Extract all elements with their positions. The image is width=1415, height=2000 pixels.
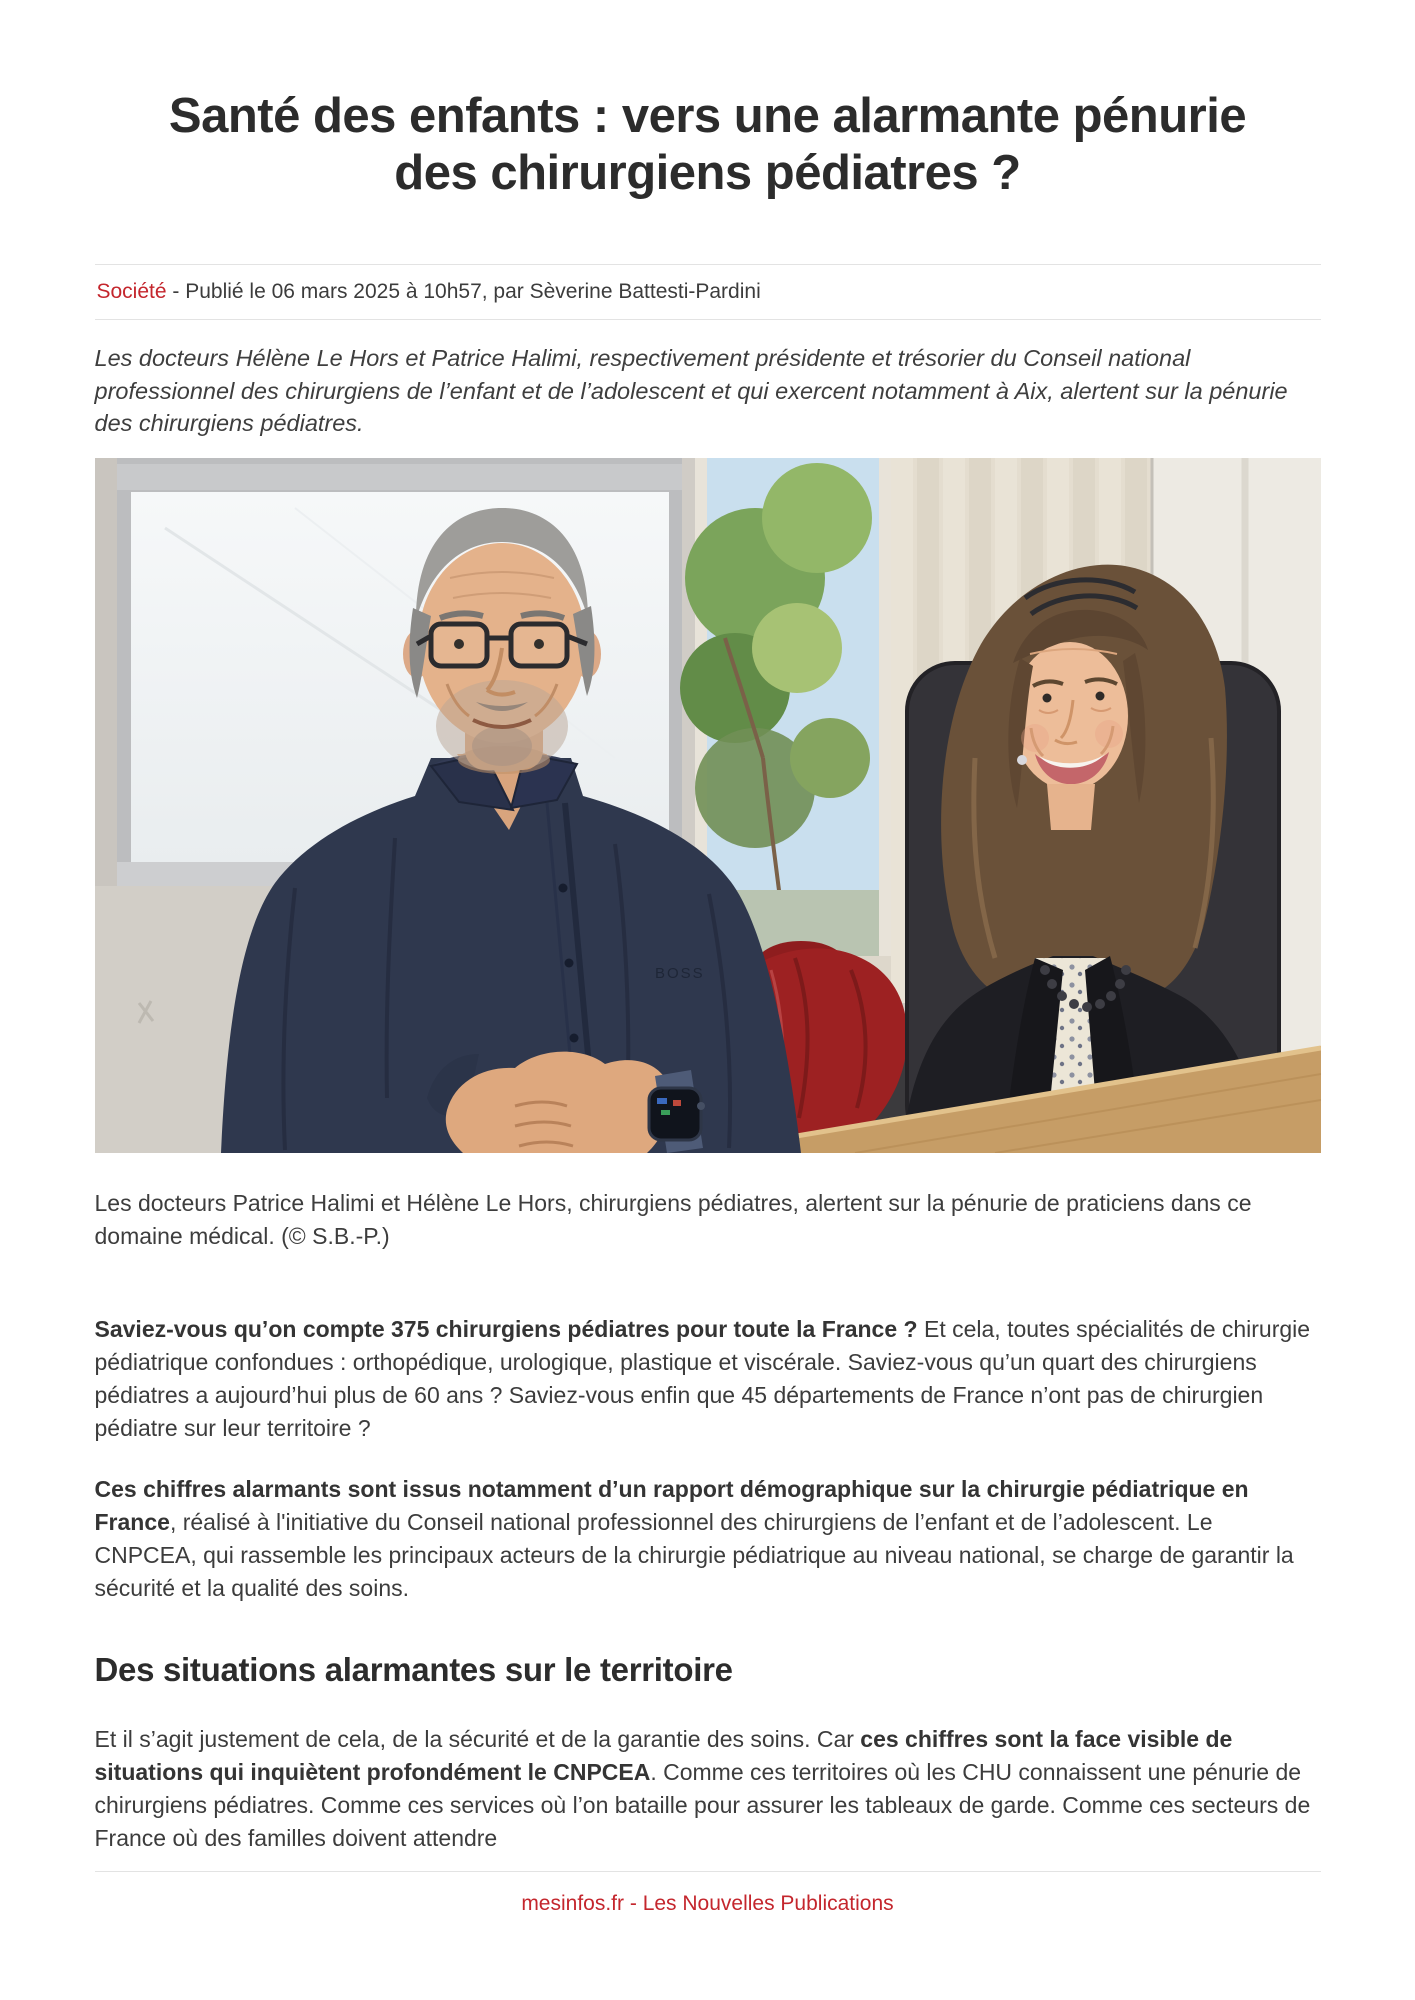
paragraph-2 [95,1473,1321,1605]
photo-caption: Les docteurs Patrice Halimi et Hélène Le Hors, chirurgiens pédiatres, alertent sur la pénurie de praticiens dans ce domaine médical. (© S.B.-P.) [94,1190,1252,1250]
paragraph-3 [95,1723,1321,1855]
section-heading: Des situations alarmantes sur le territoire [94,1650,733,1688]
footer-separator: - [624,1892,643,1916]
footer-publication: Les Nouvelles Publications [642,1892,894,1916]
photo-illustration [95,458,1321,1153]
footer-site-link[interactable]: mesinfos.fr [521,1892,625,1916]
page-title: Santé des enfants : vers une alarmante pénurie des chirurgiens pédiatres ? [168,89,1247,200]
article-lede: Les docteurs Hélène Le Hors et Patrice Halimi, respectivement présidente et trésorier du Conseil national professionnel des chirurgiens de l’enfant et de l’adolescent et qui exercent notamment à Aix, alertent sur la pénurie des chirurgiens pédiatres. [94,344,1288,437]
paragraph-1-text: Et cela, toutes spécialités de chirurgie pédiatrique confondues : orthopédique, urologique, plastique et viscérale. Saviez-vous qu’un quart des chirurgiens pédiatres a aujourd’hui plus de 60 ans ? Saviez-vous enfin que 45 départements de France n’ont pas de chirurgien pédiatre sur leur territoire ? [94,1316,1311,1442]
paragraph-2-text: , réalisé à l'initiative du Conseil national professionnel des chirurgiens de l’enfant et de l’adolescent. Le CNPCEA, qui rassemble les principaux acteurs de la chirurgie pédiatrique au niveau national, se charge de garantir la sécurité et la qualité des soins. [94,1508,1294,1601]
page-footer [95,1871,1321,1916]
publish-info: Publié le 06 mars 2025 à 10h57, par Sèverine Battesti-Pardini [185,279,761,303]
article-meta-bar [95,264,1321,320]
paragraph-3-pre: Et il s’agit justement de cela, de la sécurité et de la garantie des soins. Car [94,1725,861,1752]
paragraph-1-bold: Saviez-vous qu’on compte 375 chirurgiens pédiatres pour toute la France ? [94,1316,918,1343]
meta-separator: - [166,279,186,303]
paragraph-3-post: . Comme ces territoires où les CHU connaissent une pénurie de chirurgiens pédiatres. Comme ces services où l’on bataille pour assurer les tableaux de garde. Comme ces secteurs de France où des familles doivent attendre [94,1759,1311,1852]
paragraph-1 [95,1313,1321,1445]
paragraph-3-bold: ces chiffres sont la face visible de situations qui inquiètent profondément le CNPCEA [94,1725,1233,1786]
article-container [95,0,1321,1855]
earring [1017,755,1027,765]
category-link[interactable]: Société [96,279,167,303]
shirt-logo: BOSS [654,965,705,983]
article-photo [95,458,1321,1153]
paragraph-2-bold: Ces chiffres alarmants sont issus notamment d’un rapport démographique sur la chirurgie pédiatrique en France [94,1475,1249,1535]
